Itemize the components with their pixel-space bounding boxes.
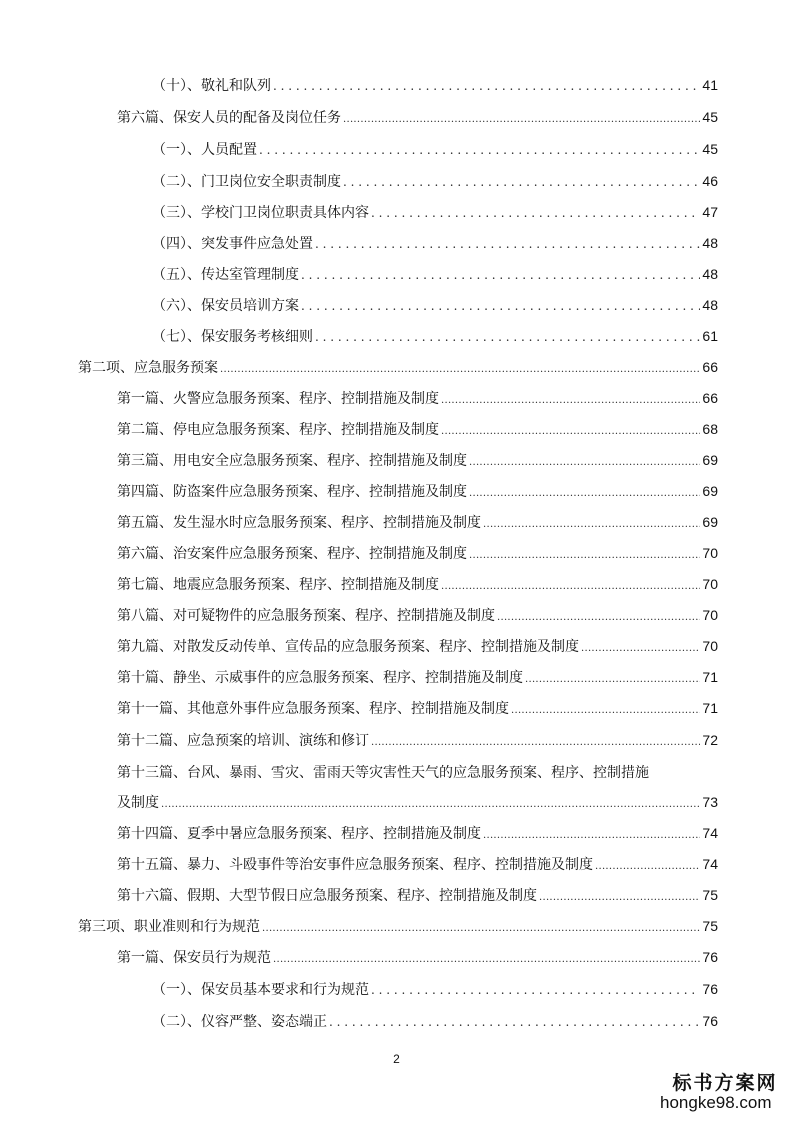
toc-entry-title: （一）、人员配置 <box>152 142 257 158</box>
toc-entry[interactable] <box>152 263 718 285</box>
toc-entry-title: （七）、保安服务考核细则 <box>152 329 313 345</box>
toc-entry-page: 41 <box>702 77 718 93</box>
toc-entry-title: 第七篇、地震应急服务预案、程序、控制措施及制度 <box>117 577 439 593</box>
toc-entry-title: （六）、保安员培训方案 <box>152 298 299 314</box>
dot-leader <box>301 295 700 317</box>
toc-entry[interactable] <box>117 418 718 440</box>
dot-leader <box>483 512 700 536</box>
toc-entry-title: 第八篇、对可疑物件的应急服务预案、程序、控制措施及制度 <box>117 608 495 624</box>
dot-leader <box>595 854 700 878</box>
toc-entry-page: 69 <box>702 514 718 530</box>
dot-leader <box>315 326 700 348</box>
dot-leader <box>273 947 700 971</box>
toc-entry-title: 第六篇、保安人员的配备及岗位任务 <box>117 110 341 126</box>
toc-entry[interactable] <box>152 74 718 96</box>
toc-entry-title: 第十篇、静坐、示威事件的应急服务预案、程序、控制措施及制度 <box>117 670 523 686</box>
toc-entry-page: 66 <box>702 359 718 375</box>
dot-leader <box>539 885 700 909</box>
toc-entry-title: 第三篇、用电安全应急服务预案、程序、控制措施及制度 <box>117 453 467 469</box>
dot-leader <box>315 233 700 255</box>
toc-entry-title: （五）、传达室管理制度 <box>152 267 299 283</box>
toc-entry[interactable] <box>117 884 718 906</box>
toc-entry-title: 及制度 <box>117 795 159 811</box>
toc-entry-page: 69 <box>702 452 718 468</box>
dot-leader <box>469 543 700 567</box>
toc-entry[interactable] <box>117 480 718 502</box>
dot-leader <box>497 605 700 629</box>
toc-entry[interactable] <box>117 666 718 688</box>
toc-entry[interactable] <box>117 449 718 471</box>
dot-leader <box>483 823 700 847</box>
toc-entry-title: （一）、保安员基本要求和行为规范 <box>152 982 369 998</box>
toc-entry[interactable] <box>152 325 718 347</box>
dot-leader <box>259 139 700 161</box>
dot-leader <box>441 574 700 598</box>
toc-entry[interactable] <box>117 791 718 813</box>
toc-entry-title: 第五篇、发生湿水时应急服务预案、程序、控制措施及制度 <box>117 515 481 531</box>
toc-entry[interactable] <box>117 511 718 533</box>
dot-leader <box>343 107 700 131</box>
toc-entry-page: 74 <box>702 825 718 841</box>
toc-entry-title: （四）、突发事件应急处置 <box>152 236 313 252</box>
dot-leader <box>511 698 700 722</box>
toc-entry[interactable] <box>78 915 718 937</box>
toc-entry[interactable] <box>117 604 718 626</box>
watermark <box>660 1068 790 1113</box>
dot-leader <box>469 481 700 505</box>
toc-entry[interactable] <box>117 697 718 719</box>
toc-entry[interactable] <box>152 201 718 223</box>
dot-leader <box>329 1011 700 1033</box>
dot-leader <box>161 792 700 816</box>
toc-entry-title: 第十四篇、夏季中暑应急服务预案、程序、控制措施及制度 <box>117 826 481 842</box>
toc-entry[interactable] <box>117 387 718 409</box>
toc-entry-page: 76 <box>702 1013 718 1029</box>
toc-entry-page: 75 <box>702 887 718 903</box>
toc-entry-title: 第二篇、停电应急服务预案、程序、控制措施及制度 <box>117 422 439 438</box>
dot-leader <box>525 667 700 691</box>
toc-entry-page: 76 <box>702 981 718 997</box>
dot-leader <box>581 636 700 660</box>
toc-entry-title: 第十五篇、暴力、斗殴事件等治安事件应急服务预案、程序、控制措施及制度 <box>117 857 593 873</box>
toc-entry-title: （二）、门卫岗位安全职责制度 <box>152 174 341 190</box>
toc-entry-page: 71 <box>702 669 718 685</box>
toc-entry[interactable] <box>117 853 718 875</box>
toc-entry-title: 第十六篇、假期、大型节假日应急服务预案、程序、控制措施及制度 <box>117 888 537 904</box>
toc-entry[interactable] <box>78 356 718 378</box>
toc-entry-page: 70 <box>702 545 718 561</box>
toc-entry-title: （三）、学校门卫岗位职责具体内容 <box>152 205 369 221</box>
watermark-site: hongke98.com <box>660 1093 772 1112</box>
toc-entry-page: 45 <box>702 109 718 125</box>
toc-entry-page: 66 <box>702 390 718 406</box>
toc-entry-page: 68 <box>702 421 718 437</box>
dot-leader <box>371 730 700 754</box>
toc-entry[interactable] <box>152 978 718 1000</box>
toc-entry-page: 48 <box>702 266 718 282</box>
page-number: 2 <box>393 1052 400 1066</box>
toc-entry-page: 46 <box>702 173 718 189</box>
toc-entry[interactable] <box>152 294 718 316</box>
toc-entry-title: 第九篇、对散发反动传单、宣传品的应急服务预案、程序、控制措施及制度 <box>117 639 579 655</box>
toc-entry-title: 第一篇、保安员行为规范 <box>117 950 271 966</box>
toc-entry[interactable] <box>117 573 718 595</box>
toc-entry-title: 第四篇、防盗案件应急服务预案、程序、控制措施及制度 <box>117 484 467 500</box>
toc-entry-title: 第十二篇、应急预案的培训、演练和修订 <box>117 733 369 749</box>
toc-entry-title: （十）、敬礼和队列 <box>152 78 271 94</box>
toc-entry-page: 75 <box>702 918 718 934</box>
dot-leader <box>371 202 700 224</box>
toc-entry-page: 70 <box>702 638 718 654</box>
toc-entry-page: 45 <box>702 141 718 157</box>
toc-entry-page: 48 <box>702 235 718 251</box>
dot-leader <box>301 264 700 286</box>
toc-entry[interactable] <box>117 946 718 968</box>
dot-leader <box>262 916 700 940</box>
toc-entry-page: 71 <box>702 700 718 716</box>
toc-entry[interactable] <box>152 232 718 254</box>
toc-entry-page: 76 <box>702 949 718 965</box>
dot-leader <box>469 450 700 474</box>
toc-entry-page: 74 <box>702 856 718 872</box>
watermark-brand: 标书方案网 <box>672 1072 778 1094</box>
dot-leader <box>220 357 700 381</box>
toc-entry[interactable] <box>152 1010 718 1032</box>
toc-entry[interactable] <box>117 729 718 751</box>
toc-entry-title: （二）、仪容严整、姿态端正 <box>152 1014 327 1030</box>
toc-entry-page: 73 <box>702 794 718 810</box>
toc-entry-title: 第三项、职业准则和行为规范 <box>78 919 260 935</box>
toc-entry-page: 69 <box>702 483 718 499</box>
toc-entry[interactable] <box>152 138 718 160</box>
toc-entry[interactable] <box>117 106 718 128</box>
toc-entry[interactable] <box>117 635 718 657</box>
dot-leader <box>343 171 700 193</box>
toc-entry[interactable] <box>152 170 718 192</box>
toc-entry-wrapped-title[interactable]: 第十三篇、台风、暴雨、雪灾、雷雨天等灾害性天气的应急服务预案、程序、控制措施 <box>117 765 649 781</box>
toc-entry-page: 47 <box>702 204 718 220</box>
dot-leader <box>441 388 700 412</box>
dot-leader <box>371 979 700 1001</box>
toc-entry-page: 70 <box>702 607 718 623</box>
toc-entry-title: 第六篇、治安案件应急服务预案、程序、控制措施及制度 <box>117 546 467 562</box>
toc-entry-page: 61 <box>702 328 718 344</box>
toc-entry-title: 第二项、应急服务预案 <box>78 360 218 376</box>
toc-entry[interactable] <box>117 542 718 564</box>
toc-entry-page: 72 <box>702 732 718 748</box>
toc-entry-title: 第一篇、火警应急服务预案、程序、控制措施及制度 <box>117 391 439 407</box>
dot-leader <box>273 75 700 97</box>
toc-entry[interactable] <box>117 822 718 844</box>
toc-entry-title: 第十一篇、其他意外事件应急服务预案、程序、控制措施及制度 <box>117 701 509 717</box>
toc-entry-page: 48 <box>702 297 718 313</box>
toc-entry-page: 70 <box>702 576 718 592</box>
dot-leader <box>441 419 700 443</box>
